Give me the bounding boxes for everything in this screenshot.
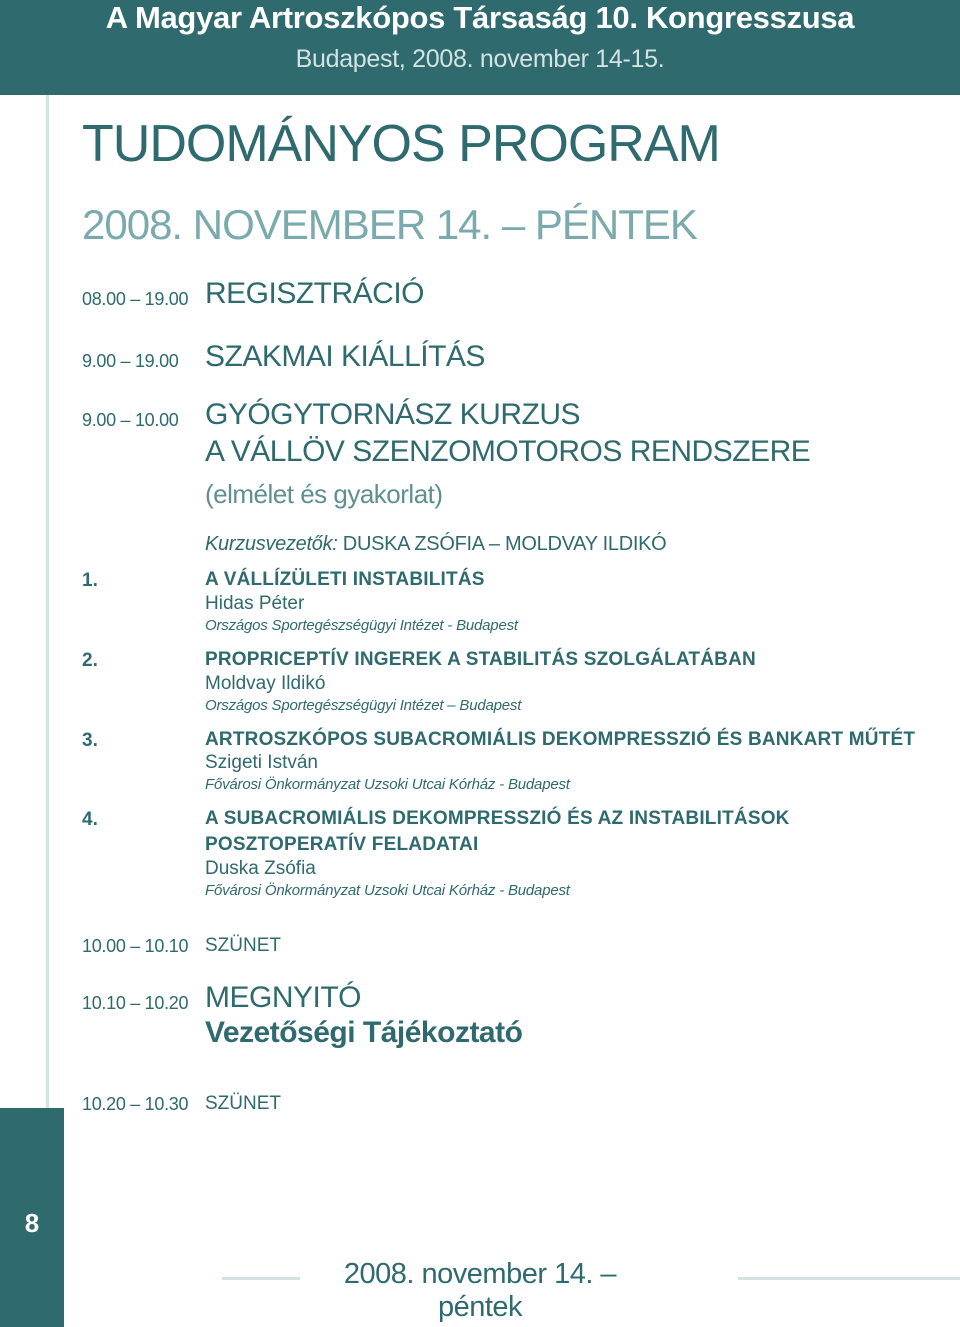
page-number: 8: [24, 1208, 40, 1238]
opening-time: 10.10 – 10.20: [82, 993, 189, 1013]
talk-institution: Fővárosi Önkormányzat Uzsoki Utcai Kórház - Budapest: [205, 882, 570, 899]
course-leaders: [205, 533, 666, 556]
exhibition-title: SZAKMAI KIÁLLÍTÁS: [205, 340, 485, 373]
talk-institution: Országos Sportegészségügyi Intézet – Budapest: [205, 697, 522, 714]
talk-number: 4.: [82, 809, 98, 830]
course-title-line1: GYÓGYTORNÁSZ KURZUS: [205, 398, 580, 431]
footer-rule-right: [738, 1277, 960, 1280]
talk-speaker: Szigeti István: [205, 752, 318, 773]
day-heading: 2008. NOVEMBER 14. – PÉNTEK: [82, 201, 697, 248]
talk-title: ARTROSZKÓPOS SUBACROMIÁLIS DEKOMPRESSZIÓ ÉS BANKART MŰTÉT: [205, 729, 916, 750]
talk-speaker: Moldvay Ildikó: [205, 673, 326, 694]
talk-title: A SUBACROMIÁLIS DEKOMPRESSZIÓ ÉS AZ INSTABILITÁSOK: [205, 808, 790, 829]
footer-rule-left: [222, 1277, 300, 1280]
exhibition-time: 9.00 – 19.00: [82, 351, 179, 371]
course-note: (elmélet és gyakorlat): [205, 479, 443, 509]
talk-title-line2: POSZTOPERATÍV FELADATAI: [205, 834, 479, 855]
opening-subtitle: Vezetőségi Tájékoztató: [205, 1016, 523, 1049]
left-margin-rule: [46, 95, 49, 1110]
talk-institution: Országos Sportegészségügyi Intézet - Budapest: [205, 617, 518, 634]
talk-number: 3.: [82, 730, 98, 751]
course-title-line2: A VÁLLÖV SZENZOMOTOROS RENDSZERE: [205, 435, 811, 468]
congress-title: A Magyar Artroszkópos Társaság 10. Kongresszusa: [105, 0, 855, 35]
talk-institution: Fővárosi Önkormányzat Uzsoki Utcai Kórház - Budapest: [205, 776, 570, 793]
registration-title: REGISZTRÁCIÓ: [205, 277, 425, 310]
program-title: TUDOMÁNYOS PROGRAM: [82, 115, 720, 173]
break-title: SZÜNET: [205, 1093, 281, 1114]
talk-number: 2.: [82, 650, 98, 671]
break-title: SZÜNET: [205, 935, 281, 956]
break-time: 10.00 – 10.10: [82, 936, 189, 956]
talk-number: 1.: [82, 570, 98, 591]
registration-time: 08.00 – 19.00: [82, 289, 189, 309]
course-time: 9.00 – 10.00: [82, 410, 179, 430]
talk-title: PROPRICEPTÍV INGEREK A STABILITÁS SZOLGÁLATÁBAN: [205, 649, 756, 670]
talk-speaker: Hidas Péter: [205, 593, 305, 614]
talk-speaker: Duska Zsófia: [205, 858, 316, 879]
break-time: 10.20 – 10.30: [82, 1094, 189, 1114]
page-header: [0, 0, 960, 95]
talk-title: A VÁLLÍZÜLETI INSTABILITÁS: [205, 569, 485, 590]
course-leaders-names: DUSKA ZSÓFIA – MOLDVAY ILDIKÓ: [342, 533, 667, 555]
opening-title: MEGNYITÓ: [205, 981, 362, 1014]
course-leaders-label: Kurzusvezetők:: [205, 533, 338, 555]
footer-date: 2008. november 14. – péntek: [343, 1258, 617, 1323]
congress-location-date: Budapest, 2008. november 14-15.: [295, 45, 665, 73]
